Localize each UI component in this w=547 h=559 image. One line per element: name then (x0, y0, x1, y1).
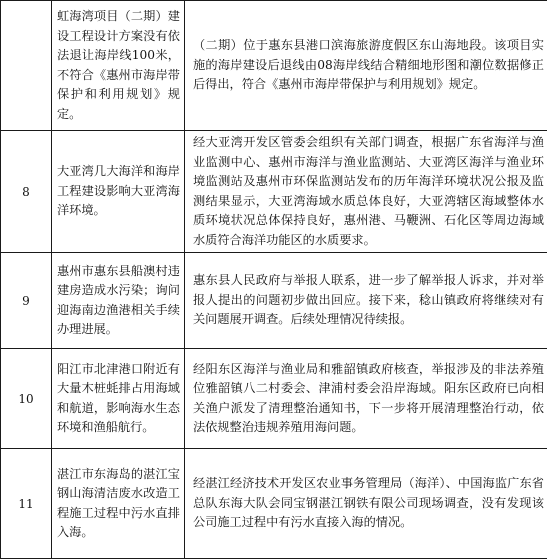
table-row (1, 349, 547, 449)
row-number: 10 (1, 349, 52, 449)
issue-text: 虹海湾项目（二期）建设工程设计方案没有依法退让海岸线100米，不符合《惠州市海岸带保护和利用规划》规定。 (52, 5, 184, 126)
issue-cell (52, 131, 185, 253)
result-cell (185, 131, 547, 253)
result-text: 经阳东区海洋与渔业局和雅韶镇政府核查，举报涉及的非法养殖位雅韶镇八二村委会、津浦村委会沿岸海域。阳东区政府已向相关渔户派发了清理整治通知书，下一步将开展清理整治行动，依法依规整治违规养殖用海问题。 (185, 358, 547, 440)
row-number: 9 (1, 253, 52, 349)
issue-text: 阳江市北津港口附近有大量木桩蚝排占用海域和航道，影响海水生态环境和渔船航行。 (52, 358, 184, 440)
row-number: 11 (1, 449, 52, 559)
result-cell (185, 349, 547, 449)
issue-cell (52, 449, 185, 559)
table-row (1, 449, 547, 559)
result-text: 惠东县人民政府与举报人联系，进一步了解举报人诉求，并对举报人提出的问题初步做出回应。接下来，稔山镇政府将继续对有关问题展开调查。后续处理情况待续报。 (185, 269, 547, 332)
issue-cell (52, 349, 185, 449)
issue-text: 大亚湾几大海洋和海岸工程建设影响大亚湾海洋环境。 (52, 160, 184, 223)
result-text: 经大亚湾开发区管委会组织有关部门调查，根据广东省海洋与渔业监测中心、惠州市海洋与渔业监测站、大亚湾区海洋与渔业环境监测站及惠州市环保监测站发布的历年海洋环境状况公报及监测结果显示，大亚湾海域水质总体良好，大亚湾辖区海域整体水质环境状况总体保持良好，惠州港、马鞭洲、石化区等周边海域水质符合海洋功能区的水质要求。 (185, 131, 547, 252)
row-number: 8 (1, 131, 52, 253)
result-text: 经湛江经济技术开发区农业事务管理局（海洋）、中国海监广东省总队东海大队会同宝钢湛江钢铁有限公司现场调查，没有发现该公司施工过程中有污水直接入海的情况。 (185, 472, 547, 535)
result-text: （二期）位于惠东县港口滨海旅游度假区东山海地段。该项目实施的海岸建设后退线由08海岸线结合精细地形图和潮位数据修正后得出，符合《惠州市海岸带保护与利用规划》规定。 (185, 34, 547, 97)
row-number (1, 1, 52, 131)
result-cell (185, 253, 547, 349)
issue-cell (52, 253, 185, 349)
table-row (1, 1, 547, 131)
issue-cell (52, 1, 185, 131)
result-cell (185, 1, 547, 131)
issue-text: 湛江市东海岛的湛江宝钢山海清洁废水改造工程施工过程中污水直排入海。 (52, 463, 184, 545)
result-cell (185, 449, 547, 559)
issue-text: 惠州市惠东县船澳村违建房造成水污染；询问迎海南边渔港相关手续办理进展。 (52, 260, 184, 342)
table-row (1, 253, 547, 349)
table-row (1, 131, 547, 253)
